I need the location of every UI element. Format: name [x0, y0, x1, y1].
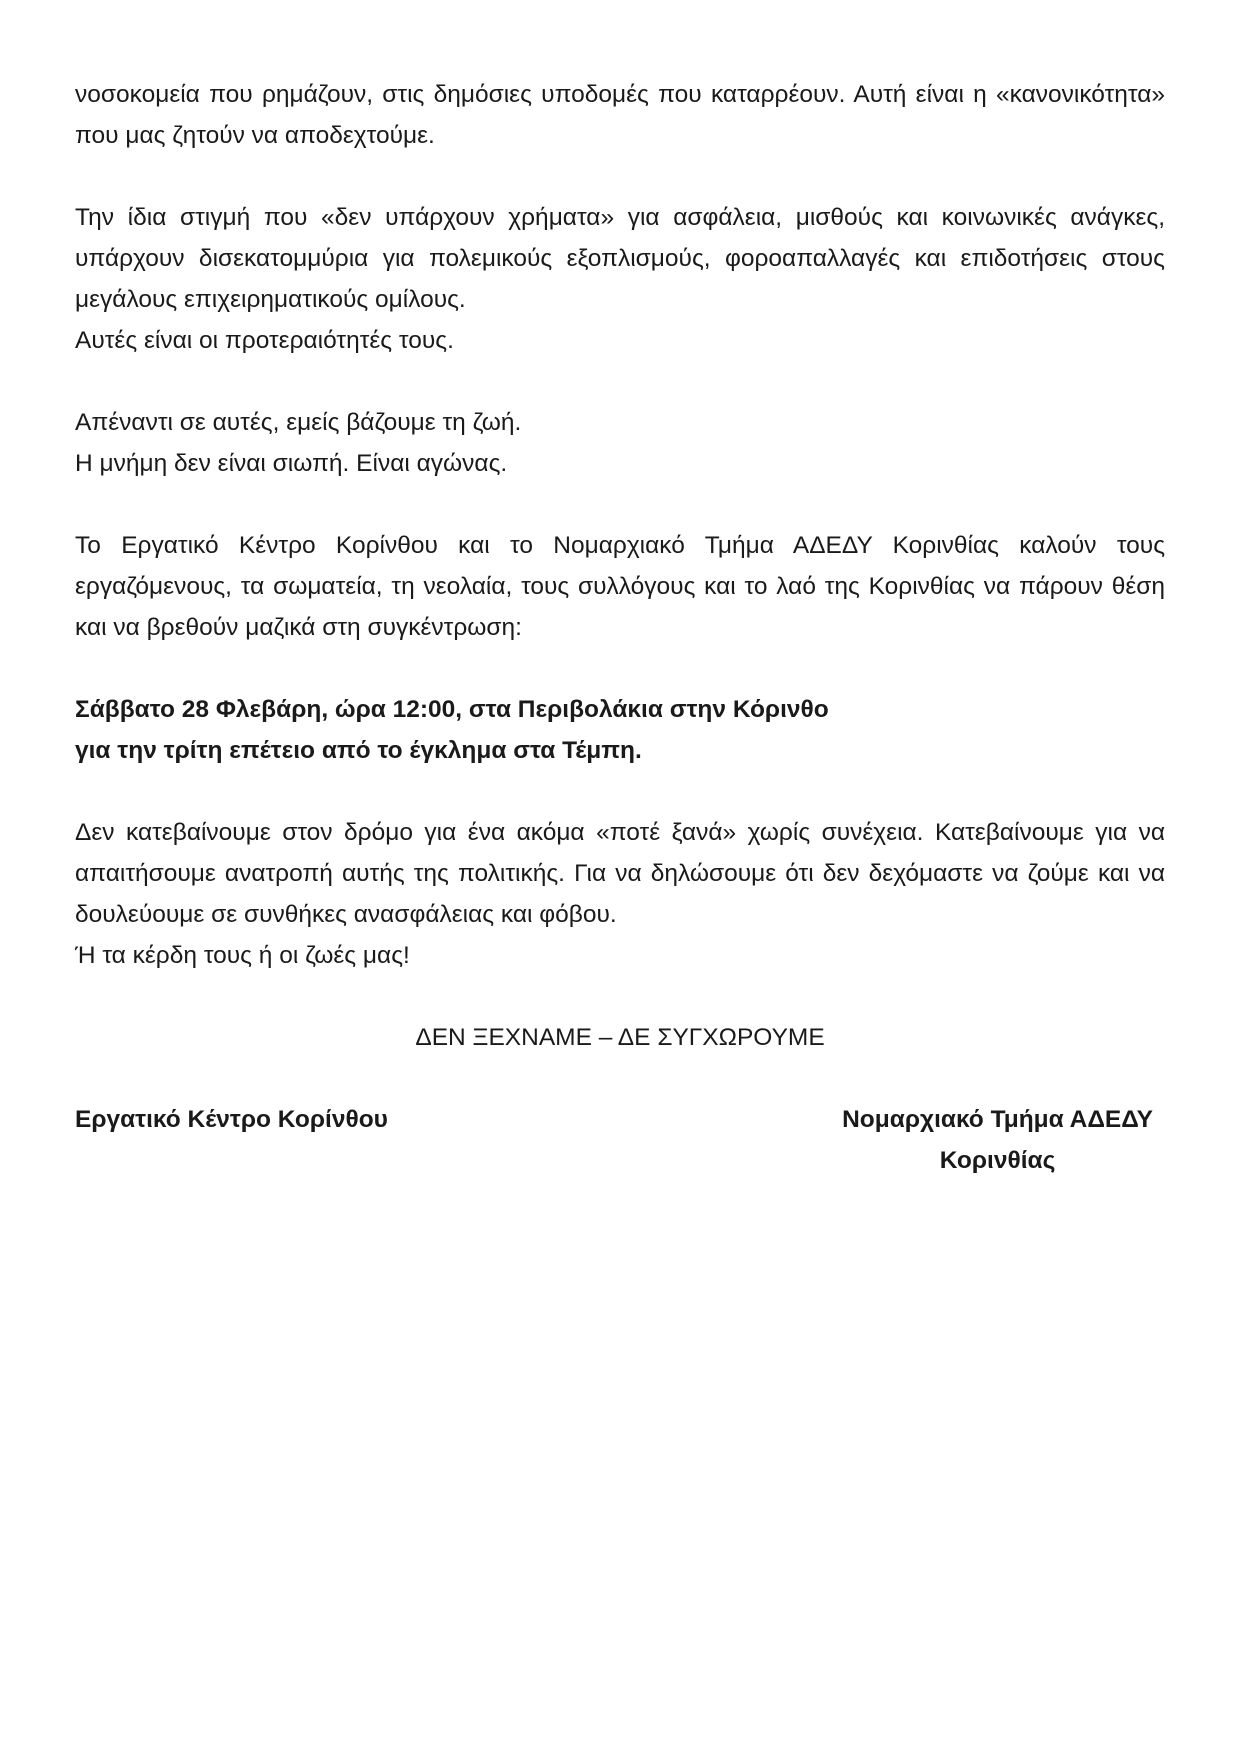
signatures: [75, 1099, 1165, 1189]
event-purpose: για την τρίτη επέτειο από το έγκλημα στα Τέμπη.: [75, 737, 642, 764]
paragraph-demand-text: Δεν κατεβαίνουμε στον δρόμο για ένα ακόμα «ποτέ ξανά» χωρίς συνέχεια. Κατεβαίνουμε για να απαιτήσουμε ανατροπή αυτής της πολιτικής. Για να δηλώσουμε ότι δεν δεχόμαστε να ζούμε και να δουλεύουμε σε συνθήκες ανασφάλειας και φόβου.: [75, 819, 1165, 928]
slogan-text: ΔΕΝ ΞΕΧΝΑΜΕ – ΔΕ ΣΥΓΧΩΡΟΥΜΕ: [415, 1024, 825, 1051]
slogan: [75, 1017, 1165, 1058]
paragraph-priorities-tail: Αυτές είναι οι προτεραιότητές τους.: [75, 327, 454, 354]
paragraph-memory-line-2: Η μνήμη δεν είναι σιωπή. Είναι αγώνας.: [75, 450, 508, 477]
document-page: [75, 74, 1165, 1189]
event-date-location: Σάββατο 28 Φλεβάρη, ώρα 12:00, στα Περιβολάκια στην Κόρινθο: [75, 696, 829, 723]
paragraph-infrastructure: [75, 74, 1165, 156]
paragraph-priorities: [75, 197, 1165, 361]
paragraph-demand-tail: Ή τα κέρδη τους ή οι ζωές μας!: [75, 942, 410, 969]
paragraph-memory: [75, 402, 1165, 484]
signature-adedy: [842, 1099, 1153, 1181]
paragraph-priorities-text: Την ίδια στιγμή που «δεν υπάρχουν χρήματα» για ασφάλεια, μισθούς και κοινωνικές ανάγκες, υπάρχουν δισεκατομμύρια για πολεμικούς εξοπλισμούς, φοροαπαλλαγές και επιδοτήσεις στους μεγάλους επιχειρηματικούς ομίλους.: [75, 204, 1165, 313]
paragraph-infrastructure-text: νοσοκομεία που ρημάζουν, στις δημόσιες υποδομές που καταρρέουν. Αυτή είναι η «κανονικότητα» που μας ζητούν να αποδεχτούμε.: [75, 81, 1165, 149]
signature-adedy-line-1: Νομαρχιακό Τμήμα ΑΔΕΔΥ: [842, 1106, 1153, 1133]
event-announcement: [75, 689, 1165, 771]
paragraph-call-text: Το Εργατικό Κέντρο Κορίνθου και το Νομαρχιακό Τμήμα ΑΔΕΔΥ Κορινθίας καλούν τους εργαζόμενους, τα σωματεία, τη νεολαία, τους συλλόγους και το λαό της Κορινθίας να πάρουν θέση και να βρεθούν μαζικά στη συγκέντρωση:: [75, 532, 1165, 641]
signature-labour-centre: Εργατικό Κέντρο Κορίνθου: [75, 1106, 388, 1133]
paragraph-demand: [75, 812, 1165, 976]
signature-adedy-line-2: Κορινθίας: [939, 1147, 1056, 1174]
paragraph-call: [75, 525, 1165, 648]
paragraph-memory-line-1: Απέναντι σε αυτές, εμείς βάζουμε τη ζωή.: [75, 409, 522, 436]
